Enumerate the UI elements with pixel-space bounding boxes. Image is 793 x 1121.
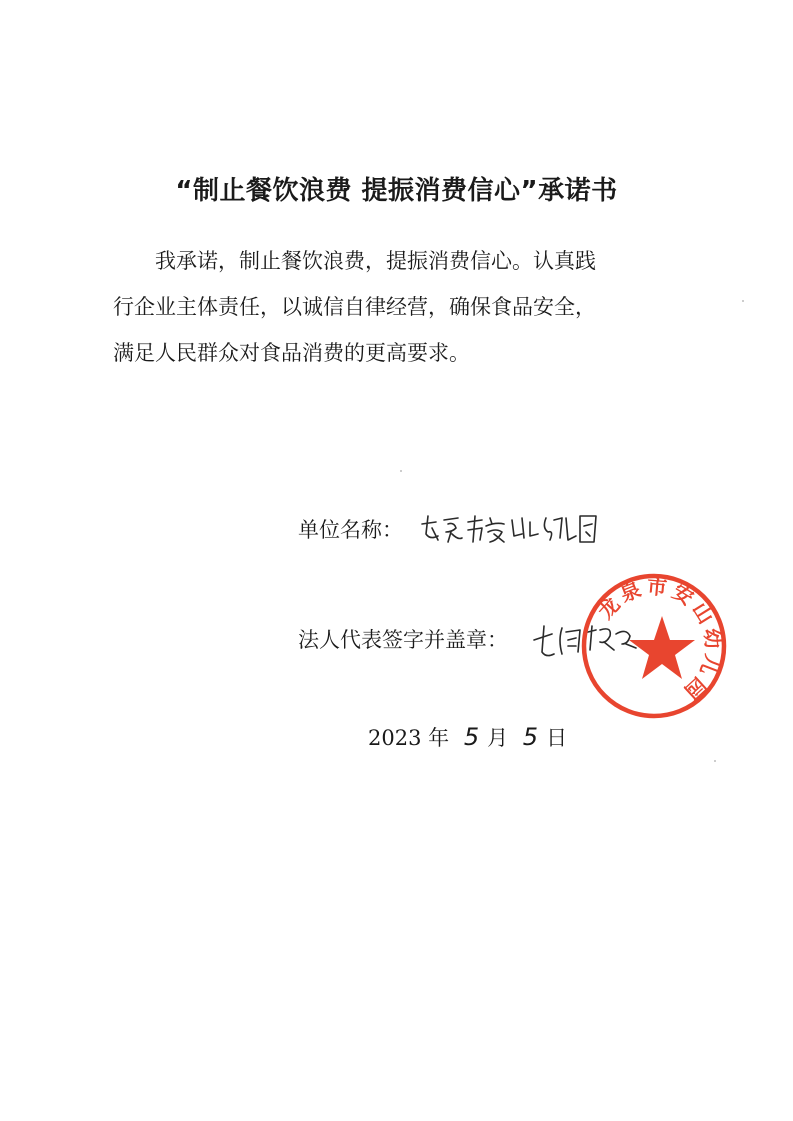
date-day-suffix: 日: [546, 726, 568, 750]
seal-text: 龙泉市安山幼儿园: [593, 574, 726, 707]
date-day: 5: [522, 723, 539, 751]
pledge-line-1: 我承诺，制止餐饮浪费，提振消费信心。认真践: [155, 249, 596, 273]
representative-label: 法人代表签字并盖章：: [298, 628, 508, 652]
date-month: 5: [463, 723, 480, 751]
official-seal: [578, 570, 730, 722]
date-month-suffix: 月: [487, 726, 509, 750]
signing-date: [368, 722, 567, 752]
date-year: 2023: [368, 726, 422, 750]
document-title: “制止餐饮浪费 提振消费信心”承诺书: [175, 176, 618, 206]
pledge-body: [113, 238, 673, 376]
unit-name-label: 单位名称：: [298, 518, 403, 542]
pledge-line-2: 行企业主体责任，以诚信自律经营，确保食品安全，: [113, 295, 596, 319]
seal-star: [629, 616, 695, 679]
unit-name-handwriting: [418, 510, 598, 550]
pledge-line-3: 满足人民群众对食品消费的更高要求。: [113, 341, 470, 365]
date-year-suffix: 年: [428, 726, 450, 750]
